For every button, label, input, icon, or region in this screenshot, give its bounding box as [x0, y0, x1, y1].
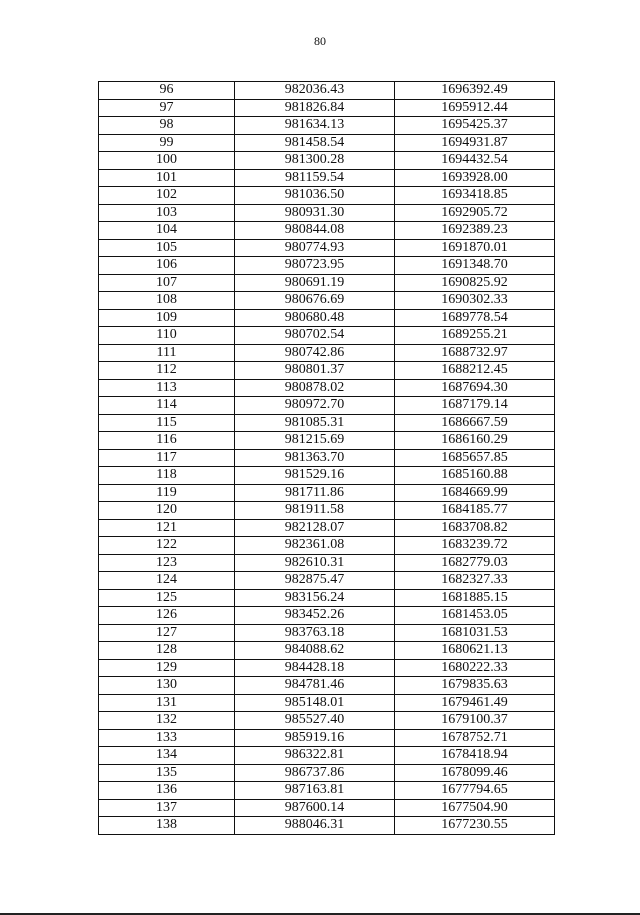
x-coordinate-cell: 988046.31 — [235, 817, 395, 835]
table-row — [99, 554, 555, 572]
x-coordinate-cell: 980723.95 — [235, 257, 395, 275]
y-coordinate-cell: 1679835.63 — [395, 677, 555, 695]
table-row — [99, 764, 555, 782]
point-number-cell: 121 — [99, 519, 235, 537]
point-number-cell: 124 — [99, 572, 235, 590]
x-coordinate-cell: 980878.02 — [235, 379, 395, 397]
y-coordinate-cell: 1678099.46 — [395, 764, 555, 782]
y-coordinate-cell: 1692905.72 — [395, 204, 555, 222]
table-row — [99, 169, 555, 187]
table-row — [99, 467, 555, 485]
y-coordinate-cell: 1685657.85 — [395, 449, 555, 467]
x-coordinate-cell: 980676.69 — [235, 292, 395, 310]
y-coordinate-cell: 1684669.99 — [395, 484, 555, 502]
point-number-cell: 114 — [99, 397, 235, 415]
x-coordinate-cell: 982128.07 — [235, 519, 395, 537]
y-coordinate-cell: 1694432.54 — [395, 152, 555, 170]
y-coordinate-cell: 1696392.49 — [395, 82, 555, 100]
point-number-cell: 126 — [99, 607, 235, 625]
x-coordinate-cell: 983452.26 — [235, 607, 395, 625]
point-number-cell: 136 — [99, 782, 235, 800]
table-row — [99, 519, 555, 537]
y-coordinate-cell: 1690302.33 — [395, 292, 555, 310]
table-row — [99, 362, 555, 380]
x-coordinate-cell: 981634.13 — [235, 117, 395, 135]
table-row — [99, 222, 555, 240]
x-coordinate-cell: 984781.46 — [235, 677, 395, 695]
y-coordinate-cell: 1688212.45 — [395, 362, 555, 380]
table-row — [99, 694, 555, 712]
x-coordinate-cell: 981300.28 — [235, 152, 395, 170]
x-coordinate-cell: 987163.81 — [235, 782, 395, 800]
point-number-cell: 127 — [99, 624, 235, 642]
x-coordinate-cell: 980844.08 — [235, 222, 395, 240]
point-number-cell: 133 — [99, 729, 235, 747]
table-row — [99, 292, 555, 310]
point-number-cell: 109 — [99, 309, 235, 327]
point-number-cell: 129 — [99, 659, 235, 677]
table-row — [99, 572, 555, 590]
table-row — [99, 257, 555, 275]
point-number-cell: 120 — [99, 502, 235, 520]
x-coordinate-cell: 983763.18 — [235, 624, 395, 642]
x-coordinate-cell: 983156.24 — [235, 589, 395, 607]
table-row — [99, 82, 555, 100]
table-row — [99, 117, 555, 135]
table-row — [99, 624, 555, 642]
point-number-cell: 111 — [99, 344, 235, 362]
y-coordinate-cell: 1691870.01 — [395, 239, 555, 257]
x-coordinate-cell: 984088.62 — [235, 642, 395, 660]
point-number-cell: 112 — [99, 362, 235, 380]
table-row — [99, 782, 555, 800]
table-row — [99, 327, 555, 345]
table-row — [99, 239, 555, 257]
y-coordinate-cell: 1678752.71 — [395, 729, 555, 747]
x-coordinate-cell: 981363.70 — [235, 449, 395, 467]
y-coordinate-cell: 1689778.54 — [395, 309, 555, 327]
point-number-cell: 99 — [99, 134, 235, 152]
point-number-cell: 108 — [99, 292, 235, 310]
table-row — [99, 502, 555, 520]
y-coordinate-cell: 1679461.49 — [395, 694, 555, 712]
x-coordinate-cell: 980972.70 — [235, 397, 395, 415]
x-coordinate-cell: 980801.37 — [235, 362, 395, 380]
point-number-cell: 132 — [99, 712, 235, 730]
y-coordinate-cell: 1687179.14 — [395, 397, 555, 415]
x-coordinate-cell: 980702.54 — [235, 327, 395, 345]
point-number-cell: 131 — [99, 694, 235, 712]
x-coordinate-cell: 982361.08 — [235, 537, 395, 555]
y-coordinate-cell: 1689255.21 — [395, 327, 555, 345]
table-row — [99, 379, 555, 397]
table-row — [99, 309, 555, 327]
table-row — [99, 799, 555, 817]
point-number-cell: 102 — [99, 187, 235, 205]
y-coordinate-cell: 1682779.03 — [395, 554, 555, 572]
x-coordinate-cell: 981036.50 — [235, 187, 395, 205]
x-coordinate-cell: 981529.16 — [235, 467, 395, 485]
x-coordinate-cell: 981085.31 — [235, 414, 395, 432]
x-coordinate-cell: 981826.84 — [235, 99, 395, 117]
table-row — [99, 449, 555, 467]
point-number-cell: 135 — [99, 764, 235, 782]
point-number-cell: 97 — [99, 99, 235, 117]
y-coordinate-cell: 1682327.33 — [395, 572, 555, 590]
y-coordinate-cell: 1688732.97 — [395, 344, 555, 362]
point-number-cell: 134 — [99, 747, 235, 765]
y-coordinate-cell: 1690825.92 — [395, 274, 555, 292]
point-number-cell: 130 — [99, 677, 235, 695]
x-coordinate-cell: 981911.58 — [235, 502, 395, 520]
point-number-cell: 116 — [99, 432, 235, 450]
point-number-cell: 104 — [99, 222, 235, 240]
point-number-cell: 137 — [99, 799, 235, 817]
y-coordinate-cell: 1687694.30 — [395, 379, 555, 397]
y-coordinate-cell: 1686667.59 — [395, 414, 555, 432]
table-row — [99, 152, 555, 170]
y-coordinate-cell: 1692389.23 — [395, 222, 555, 240]
x-coordinate-cell: 985527.40 — [235, 712, 395, 730]
x-coordinate-cell: 980774.93 — [235, 239, 395, 257]
x-coordinate-cell: 980931.30 — [235, 204, 395, 222]
table-row — [99, 659, 555, 677]
x-coordinate-cell: 986737.86 — [235, 764, 395, 782]
y-coordinate-cell: 1678418.94 — [395, 747, 555, 765]
point-number-cell: 113 — [99, 379, 235, 397]
y-coordinate-cell: 1691348.70 — [395, 257, 555, 275]
table-row — [99, 432, 555, 450]
table-row — [99, 642, 555, 660]
y-coordinate-cell: 1677504.90 — [395, 799, 555, 817]
x-coordinate-cell: 982875.47 — [235, 572, 395, 590]
table-row — [99, 607, 555, 625]
x-coordinate-cell: 985919.16 — [235, 729, 395, 747]
table-row — [99, 99, 555, 117]
point-number-cell: 100 — [99, 152, 235, 170]
x-coordinate-cell: 987600.14 — [235, 799, 395, 817]
table-row — [99, 134, 555, 152]
x-coordinate-cell: 985148.01 — [235, 694, 395, 712]
y-coordinate-cell: 1680222.33 — [395, 659, 555, 677]
point-number-cell: 105 — [99, 239, 235, 257]
table-row — [99, 484, 555, 502]
point-number-cell: 103 — [99, 204, 235, 222]
table-row — [99, 817, 555, 835]
point-number-cell: 96 — [99, 82, 235, 100]
point-number-cell: 128 — [99, 642, 235, 660]
table-row — [99, 589, 555, 607]
point-number-cell: 107 — [99, 274, 235, 292]
point-number-cell: 117 — [99, 449, 235, 467]
table-row — [99, 747, 555, 765]
x-coordinate-cell: 980742.86 — [235, 344, 395, 362]
table-row — [99, 397, 555, 415]
x-coordinate-cell: 986322.81 — [235, 747, 395, 765]
y-coordinate-cell: 1693928.00 — [395, 169, 555, 187]
y-coordinate-cell: 1681031.53 — [395, 624, 555, 642]
y-coordinate-cell: 1681453.05 — [395, 607, 555, 625]
point-number-cell: 106 — [99, 257, 235, 275]
x-coordinate-cell: 984428.18 — [235, 659, 395, 677]
y-coordinate-cell: 1680621.13 — [395, 642, 555, 660]
y-coordinate-cell: 1694931.87 — [395, 134, 555, 152]
x-coordinate-cell: 982036.43 — [235, 82, 395, 100]
y-coordinate-cell: 1677230.55 — [395, 817, 555, 835]
x-coordinate-cell: 981458.54 — [235, 134, 395, 152]
table-row — [99, 414, 555, 432]
table-row — [99, 344, 555, 362]
y-coordinate-cell: 1683239.72 — [395, 537, 555, 555]
y-coordinate-cell: 1684185.77 — [395, 502, 555, 520]
point-number-cell: 138 — [99, 817, 235, 835]
table-row — [99, 274, 555, 292]
point-number-cell: 115 — [99, 414, 235, 432]
point-number-cell: 118 — [99, 467, 235, 485]
y-coordinate-cell: 1683708.82 — [395, 519, 555, 537]
point-number-cell: 122 — [99, 537, 235, 555]
x-coordinate-cell: 980680.48 — [235, 309, 395, 327]
y-coordinate-cell: 1695425.37 — [395, 117, 555, 135]
y-coordinate-cell: 1695912.44 — [395, 99, 555, 117]
x-coordinate-cell: 981215.69 — [235, 432, 395, 450]
y-coordinate-cell: 1679100.37 — [395, 712, 555, 730]
table-row — [99, 537, 555, 555]
coordinates-table — [98, 81, 555, 835]
x-coordinate-cell: 982610.31 — [235, 554, 395, 572]
y-coordinate-cell: 1677794.65 — [395, 782, 555, 800]
point-number-cell: 98 — [99, 117, 235, 135]
page-number: 80 — [314, 34, 326, 48]
table-row — [99, 204, 555, 222]
point-number-cell: 119 — [99, 484, 235, 502]
x-coordinate-cell: 981159.54 — [235, 169, 395, 187]
table-row — [99, 729, 555, 747]
x-coordinate-cell: 981711.86 — [235, 484, 395, 502]
table-row — [99, 187, 555, 205]
table-row — [99, 677, 555, 695]
point-number-cell: 110 — [99, 327, 235, 345]
x-coordinate-cell: 980691.19 — [235, 274, 395, 292]
point-number-cell: 101 — [99, 169, 235, 187]
point-number-cell: 123 — [99, 554, 235, 572]
coordinates-table-body — [99, 82, 555, 835]
y-coordinate-cell: 1681885.15 — [395, 589, 555, 607]
point-number-cell: 125 — [99, 589, 235, 607]
y-coordinate-cell: 1685160.88 — [395, 467, 555, 485]
table-row — [99, 712, 555, 730]
y-coordinate-cell: 1693418.85 — [395, 187, 555, 205]
y-coordinate-cell: 1686160.29 — [395, 432, 555, 450]
